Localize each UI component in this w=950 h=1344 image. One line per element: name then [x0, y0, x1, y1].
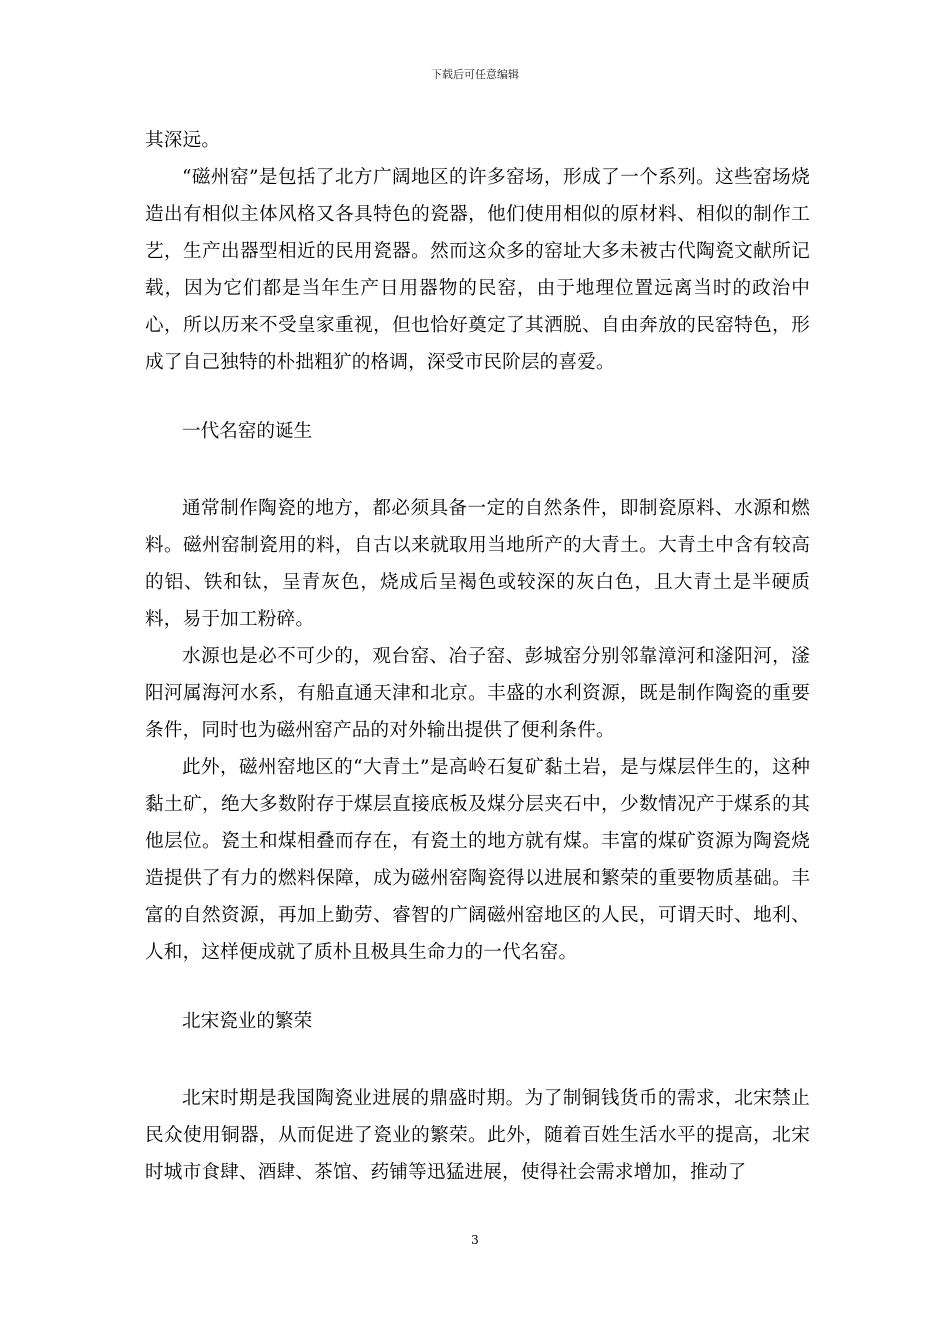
section-heading: 一代名窑的诞生 [182, 421, 313, 442]
paragraph: 其深远。 [145, 130, 221, 151]
paragraph: 通常制作陶瓷的地方，都必须具备一定的自然条件，即制瓷原料、水源和燃料。磁州窑制瓷用的料，自古以来就取用当地所产的大青土。大青土中含有较高的铝、铁和钛，呈青灰色，烧成后呈褐色或较深的灰白色，且大青土是半硬质料，易于加工粉碎。 [145, 498, 810, 630]
paragraph: 北宋时期是我国陶瓷业进展的鼎盛时期。为了制铜钱货币的需求，北宋禁止民众使用铜器，从而促进了瓷业的繁荣。此外，随着百姓生活水平的提高，北宋时城市食肆、酒肆、茶馆、药铺等迅猛进展，使得社会需求增加，推动了 [145, 1088, 810, 1183]
document-body [145, 122, 810, 1191]
section-heading: 北宋瓷业的繁荣 [182, 1011, 313, 1032]
paragraph: 此外，磁州窑地区的“大青土”是高岭石复矿黏土岩，是与煤层伴生的，这种黏土矿，绝大多数附存于煤层直接底板及煤分层夹石中，少数情况产于煤系的其他层位。瓷土和煤相叠而存在，有瓷土的地方就有煤。丰富的煤矿资源为陶瓷烧造提供了有力的燃料保障，成为磁州窑陶瓷得以进展和繁荣的重要物质基础。丰富的自然资源，再加上勤劳、睿智的广阔磁州窑地区的人民，可谓天时、地利、人和，这样便成就了质朴且极具生命力的一代名窑。 [145, 757, 810, 963]
page-header: 下载后可任意编辑 [431, 68, 519, 81]
paragraph: 水源也是必不可少的，观台窑、冶子窑、彭城窑分别邻靠漳河和滏阳河，滏阳河属海河水系，有船直通天津和北京。丰盛的水利资源，既是制作陶瓷的重要条件，同时也为磁州窑产品的对外输出提供了便利条件。 [145, 646, 810, 741]
page-number: 3 [471, 1233, 479, 1247]
paragraph: “磁州窑”是包括了北方广阔地区的许多窑场，形成了一个系列。这些窑场烧造出有相似主体风格又各具特色的瓷器，他们使用相似的原材料、相似的制作工艺，生产出器型相近的民用瓷器。然而这众多的窑址大多未被古代陶瓷文献所记载，因为它们都是当年生产日用器物的民窑，由于地理位置远离当时的政治中心，所以历来不受皇家重视，但也恰好奠定了其洒脱、自由奔放的民窑特色，形成了自己独特的朴拙粗犷的格调，深受市民阶层的喜爱。 [145, 167, 810, 373]
